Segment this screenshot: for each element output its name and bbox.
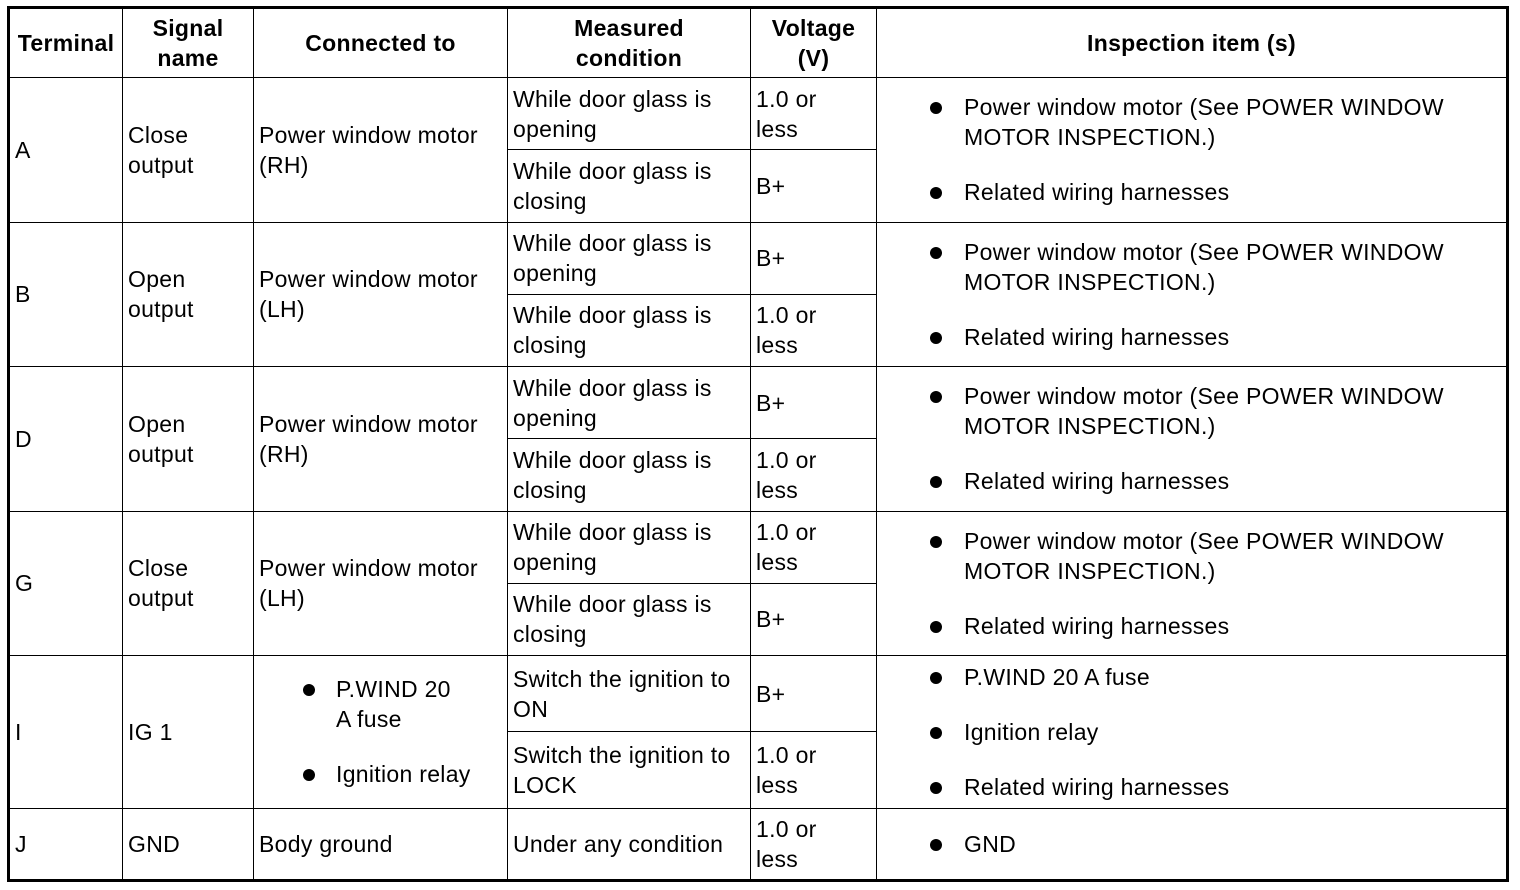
bullet-icon [930,247,942,259]
bullet-icon [930,102,942,114]
table-row [9,808,1508,880]
list-item: Power window motor (See POWER WINDOW MOTOR INSPECTION.) [882,92,1501,152]
signal-name-cell: Open output [123,222,254,367]
signal-name-cell: Open output [123,367,254,512]
voltage-cell: 1.0 or less [751,439,877,511]
list-item: Related wiring harnesses [882,177,1501,207]
measured-condition-cell: Under any condition [508,808,751,880]
header-measured-condition: Measured condition [508,8,751,78]
bullet-icon [930,782,942,794]
header-signal-name: Signal name [123,8,254,78]
terminal-cell: J [9,808,123,880]
measured-condition-cell: While door glass is opening [508,511,751,583]
table-row [9,222,1508,294]
bullet-icon [930,187,942,199]
signal-name-cell: IG 1 [123,656,254,809]
bullet-icon [930,672,942,684]
header-voltage: Voltage (V) [751,8,877,78]
voltage-cell: B+ [751,583,877,655]
connected-to-cell: Body ground [254,808,508,880]
terminal-cell: B [9,222,123,367]
list-item: Related wiring harnesses [882,772,1501,802]
measured-condition-cell: While door glass is opening [508,367,751,439]
inspection-cell [877,511,1508,656]
voltage-cell: 1.0 or less [751,294,877,366]
table-row [9,656,1508,732]
inspection-cell [877,656,1508,809]
list-item: Related wiring harnesses [882,322,1501,352]
inspection-list [882,381,1501,496]
inspection-list [882,92,1501,207]
measured-condition-cell: While door glass is closing [508,294,751,366]
bullet-icon [930,391,942,403]
measured-condition-cell: While door glass is closing [508,439,751,511]
terminal-cell: D [9,367,123,512]
inspection-list [882,237,1501,352]
terminal-cell: A [9,78,123,223]
table-row [9,367,1508,439]
bullet-icon [303,684,315,696]
terminal-inspection-table [7,6,1509,882]
voltage-cell: B+ [751,656,877,732]
measured-condition-cell: While door glass is closing [508,583,751,655]
header-connected-to: Connected to [254,8,508,78]
connected-to-cell [254,656,508,809]
bullet-icon [930,839,942,851]
inspection-cell [877,808,1508,880]
voltage-cell: 1.0 or less [751,732,877,808]
list-item: Related wiring harnesses [882,466,1501,496]
signal-name-cell: Close output [123,511,254,656]
connected-list [259,674,502,789]
measured-condition-cell: While door glass is closing [508,150,751,222]
measured-condition-cell: While door glass is opening [508,222,751,294]
list-item: Ignition relay [882,717,1501,747]
connected-to-cell: Power window motor (LH) [254,222,508,367]
header-terminal: Terminal [9,8,123,78]
inspection-list [882,526,1501,641]
connected-to-cell: Power window motor (RH) [254,367,508,512]
terminal-cell: G [9,511,123,656]
bullet-icon [303,769,315,781]
list-item: Power window motor (See POWER WINDOW MOTOR INSPECTION.) [882,381,1501,441]
bullet-icon [930,332,942,344]
inspection-cell [877,78,1508,223]
list-item: Power window motor (See POWER WINDOW MOTOR INSPECTION.) [882,526,1501,586]
connected-to-cell: Power window motor (RH) [254,78,508,223]
signal-name-cell: Close output [123,78,254,223]
terminal-cell: I [9,656,123,809]
voltage-cell: 1.0 or less [751,511,877,583]
voltage-cell: B+ [751,150,877,222]
list-item: P.WIND 20 A fuse [882,662,1501,692]
measured-condition-cell: While door glass is opening [508,78,751,150]
list-item: Related wiring harnesses [882,611,1501,641]
bullet-icon [930,476,942,488]
bullet-icon [930,727,942,739]
signal-name-cell: GND [123,808,254,880]
inspection-cell [877,222,1508,367]
list-item: GND [882,829,1501,859]
measured-condition-cell: Switch the ignition to ON [508,656,751,732]
measured-condition-cell: Switch the ignition to LOCK [508,732,751,808]
bullet-icon [930,536,942,548]
voltage-cell: 1.0 or less [751,808,877,880]
voltage-cell: B+ [751,367,877,439]
list-item: Ignition relay [259,759,502,789]
list-item: P.WIND 20 A fuse [259,674,502,734]
table-row [9,78,1508,150]
inspection-list [882,829,1501,859]
connected-to-cell: Power window motor (LH) [254,511,508,656]
header-inspection-items: Inspection item (s) [877,8,1508,78]
inspection-list [882,662,1501,802]
header-row [9,8,1508,78]
bullet-icon [930,621,942,633]
voltage-cell: 1.0 or less [751,78,877,150]
list-item: Power window motor (See POWER WINDOW MOTOR INSPECTION.) [882,237,1501,297]
table-row [9,511,1508,583]
voltage-cell: B+ [751,222,877,294]
inspection-cell [877,367,1508,512]
